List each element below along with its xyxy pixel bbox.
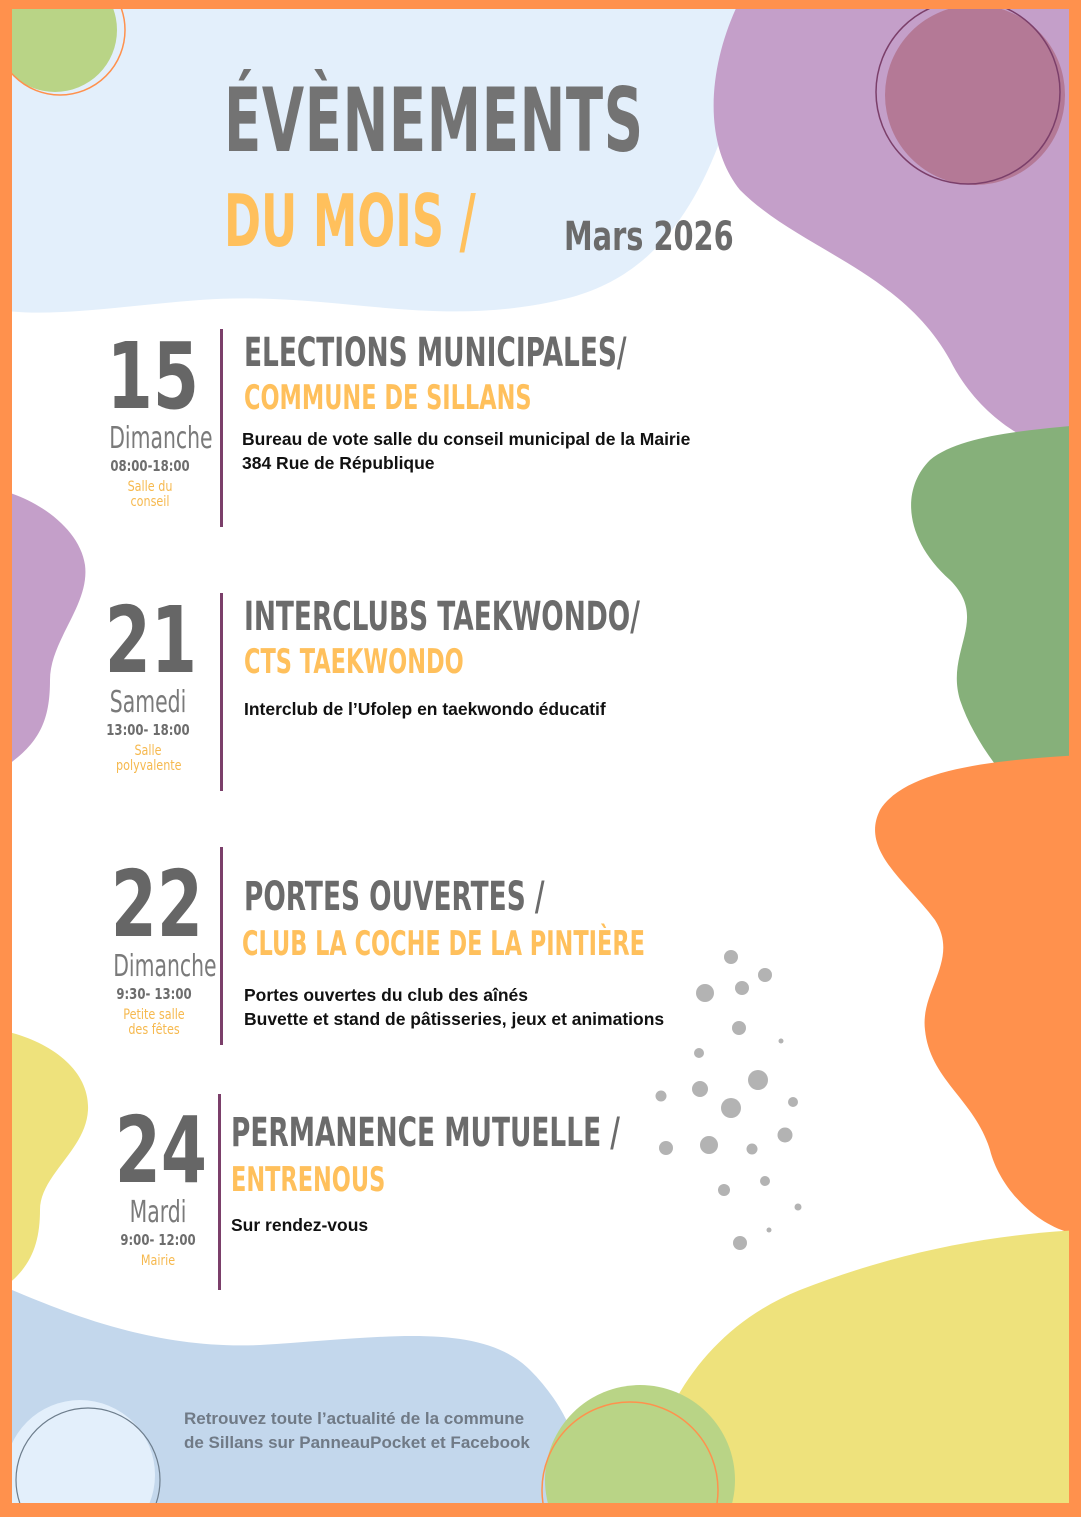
event-weekday: Dimanche — [109, 421, 213, 456]
event-weekday: Dimanche — [113, 949, 217, 984]
event-place: Mairie — [140, 1253, 176, 1269]
event-organizer: CTS TAEKWONDO — [244, 642, 464, 682]
event-description-line: Sur rendez-vous — [231, 1215, 369, 1235]
event-description — [231, 1213, 368, 1237]
event-title: PORTES OUVERTES / — [244, 874, 545, 920]
footer-line: de Sillans sur PanneauPocket et Facebook — [184, 1433, 530, 1452]
event-time: 9:00- 12:00 — [120, 1230, 196, 1249]
event-description-line: Interclub de l’Ufolep en taekwondo éducatif — [244, 699, 606, 719]
event-description-line: 384 Rue de République — [242, 453, 435, 473]
footer-text — [184, 1407, 584, 1455]
event-description — [242, 427, 690, 475]
event-day-number: 22 — [110, 851, 203, 958]
event-date-block — [98, 1097, 218, 1269]
event-time: 13:00- 18:00 — [106, 720, 190, 739]
event-place: Petite salle des fêtes — [123, 1007, 185, 1039]
event-description — [244, 697, 606, 721]
event-description-line: Bureau de vote salle du conseil municipal de la Mairie — [242, 429, 691, 449]
event-divider — [220, 329, 223, 527]
event-day-number: 24 — [114, 1097, 207, 1204]
event-time: 08:00-18:00 — [110, 456, 190, 475]
page-subtitle: DU MOIS / — [224, 179, 476, 263]
blob-right-orange — [875, 755, 1081, 1235]
event-title: ELECTIONS MUNICIPALES/ — [244, 330, 627, 376]
event-description-line: Buvette et stand de pâtisseries, jeux et animations — [244, 1009, 665, 1029]
event-date-block — [90, 323, 213, 511]
event-date-block — [94, 851, 217, 1039]
event-weekday: Mardi — [129, 1195, 187, 1230]
event-organizer: CLUB LA COCHE DE LA PINTIÈRE — [242, 924, 645, 964]
event-divider — [220, 593, 223, 791]
event-organizer: ENTRENOUS — [231, 1160, 386, 1200]
event-date-block — [88, 587, 208, 775]
event-divider — [220, 847, 223, 1045]
event-organizer: COMMUNE DE SILLANS — [244, 378, 532, 418]
event-title: PERMANENCE MUTUELLE / — [231, 1110, 620, 1156]
event-day-number: 21 — [104, 587, 197, 694]
event-divider — [218, 1094, 221, 1290]
dot-cluster — [656, 950, 802, 1250]
event-day-number: 15 — [106, 323, 199, 430]
month-label: Mars 2026 — [564, 214, 734, 260]
page-title: ÉVÈNEMENTS — [224, 69, 644, 172]
footer-line: Retrouvez toute l’actualité de la commune — [184, 1409, 525, 1428]
event-title: INTERCLUBS TAEKWONDO/ — [244, 594, 640, 640]
event-place: Salle du conseil — [127, 479, 173, 511]
event-description-line: Portes ouvertes du club des aînés — [244, 985, 528, 1005]
blob-left-yellow — [0, 1030, 88, 1290]
event-weekday: Samedi — [109, 685, 187, 720]
event-description — [244, 983, 664, 1031]
event-time: 9:30- 13:00 — [116, 984, 192, 1003]
event-place: Salle polyvalente — [116, 743, 182, 775]
blob-left-purple — [0, 490, 85, 770]
